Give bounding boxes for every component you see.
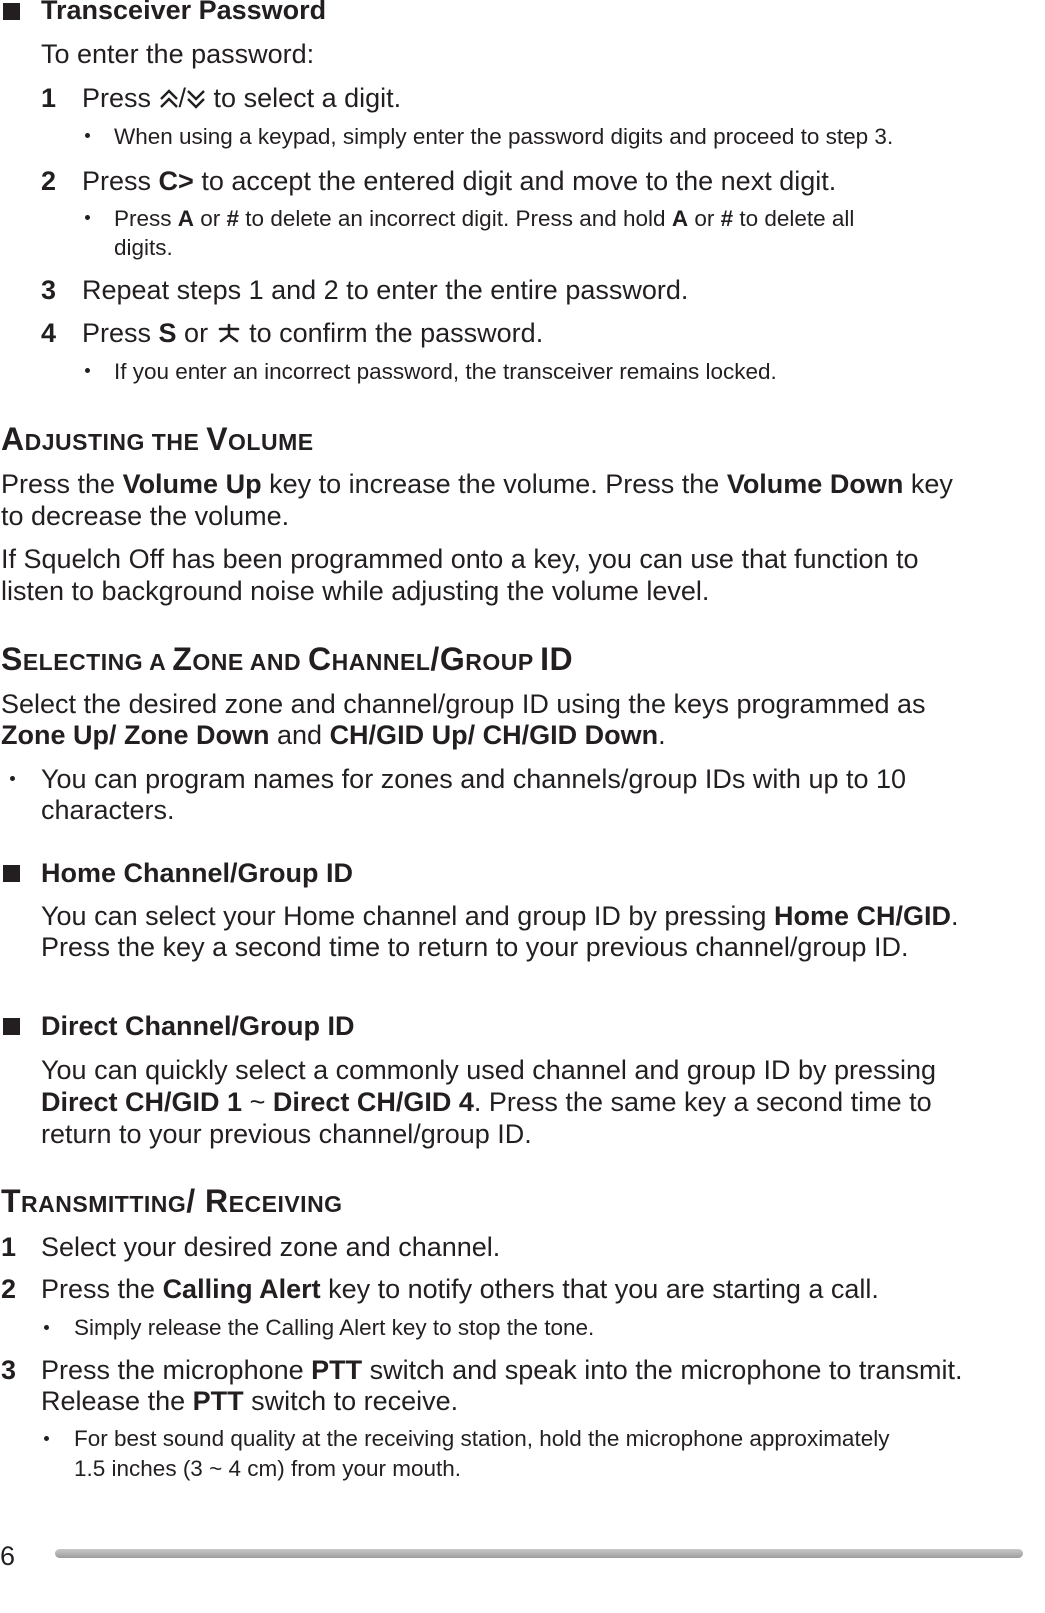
bullet-dot [85, 133, 90, 138]
section-square-bullet-icon [3, 3, 20, 20]
transmit-step-3-note: For best sound quality at the receiving station, hold the microphone approximately [74, 1426, 890, 1451]
zone-bullet: You can program names for zones and channels/group IDs with up to 10 [41, 764, 907, 794]
transmit-step-1: Select your desired zone and channel. [41, 1232, 501, 1262]
direct-channel-heading: Direct Channel/Group ID [41, 1011, 355, 1041]
step-number: 2 [1, 1274, 17, 1304]
home-channel-text: You can select your Home channel and group ID by pressing Home CH/GID. [41, 901, 959, 931]
footer-divider-bar [55, 1549, 1023, 1558]
page-number: 6 [0, 1541, 16, 1571]
step-number: 1 [41, 83, 57, 113]
bullet-dot [44, 1436, 49, 1441]
adjusting-volume-heading: ADJUSTING THE VOLUME [1, 421, 314, 457]
section-square-bullet-icon [3, 865, 20, 882]
bullet-dot [85, 368, 90, 373]
password-step-2-note-cont: digits. [114, 235, 173, 260]
transmit-step-3: Press the microphone PTT switch and speak into the microphone to transmit. [41, 1355, 963, 1385]
selecting-zone-heading: SELECTING A ZONE AND CHANNEL/GROUP ID [1, 641, 574, 677]
password-step-2: Press C> to accept the entered digit and move to the next digit. [82, 166, 837, 196]
password-step-3: Repeat steps 1 and 2 to enter the entire password. [82, 275, 689, 305]
password-step-2-note: Press A or # to delete an incorrect digit. Press and hold A or # to delete all [114, 206, 855, 231]
transmit-step-2-note: Simply release the Calling Alert key to stop the tone. [74, 1315, 595, 1340]
section-square-bullet-icon [3, 1018, 20, 1035]
step-number: 3 [41, 275, 57, 305]
password-step-1: Press / to select a digit. [82, 83, 402, 113]
bullet-dot [10, 776, 15, 781]
asterisk-icon [216, 322, 242, 346]
direct-channel-text: You can quickly select a commonly used channel and group ID by pressing [41, 1055, 937, 1085]
zone-bullet-cont: characters. [41, 795, 175, 825]
transmit-step-3-cont: Release the PTT switch to receive. [41, 1386, 459, 1416]
direct-channel-text-cont: Direct CH/GID 1 ~ Direct CH/GID 4. Press the same key a second time to [41, 1087, 932, 1117]
home-channel-heading: Home Channel/Group ID [41, 858, 354, 888]
double-chevron-up-icon [159, 87, 179, 111]
zone-paragraph-cont: Zone Up/ Zone Down and CH/GID Up/ CH/GID Down. [1, 720, 666, 750]
direct-channel-text-end: return to your previous channel/group ID. [41, 1119, 532, 1149]
step-number: 4 [41, 318, 57, 348]
password-step-4-note: If you enter an incorrect password, the transceiver remains locked. [114, 359, 777, 384]
zone-paragraph: Select the desired zone and channel/group ID using the keys programmed as [1, 689, 926, 719]
transmit-step-3-note-cont: 1.5 inches (3 ~ 4 cm) from your mouth. [74, 1456, 462, 1481]
volume-paragraph-2-cont: listen to background noise while adjusting the volume level. [1, 576, 710, 606]
transmit-step-2: Press the Calling Alert key to notify others that you are starting a call. [41, 1274, 879, 1304]
bullet-dot [44, 1325, 49, 1330]
password-step-4: Press S or to confirm the password. [82, 318, 544, 348]
transmitting-receiving-heading: TRANSMITTING/ RECEIVING [1, 1183, 343, 1219]
volume-paragraph-2: If Squelch Off has been programmed onto a key, you can use that function to [1, 544, 919, 574]
step-number: 2 [41, 166, 57, 196]
password-intro: To enter the password: [41, 39, 315, 69]
volume-paragraph-1-cont: to decrease the volume. [1, 501, 290, 531]
double-chevron-down-icon [186, 87, 206, 111]
step-number: 3 [1, 1355, 17, 1385]
bullet-dot [85, 215, 90, 220]
home-channel-text-cont: Press the key a second time to return to your previous channel/group ID. [41, 932, 909, 962]
step-number: 1 [1, 1232, 17, 1262]
volume-paragraph-1: Press the Volume Up key to increase the volume. Press the Volume Down key [1, 469, 953, 499]
transceiver-password-heading: Transceiver Password [41, 0, 327, 25]
password-step-1-note: When using a keypad, simply enter the password digits and proceed to step 3. [114, 124, 894, 149]
